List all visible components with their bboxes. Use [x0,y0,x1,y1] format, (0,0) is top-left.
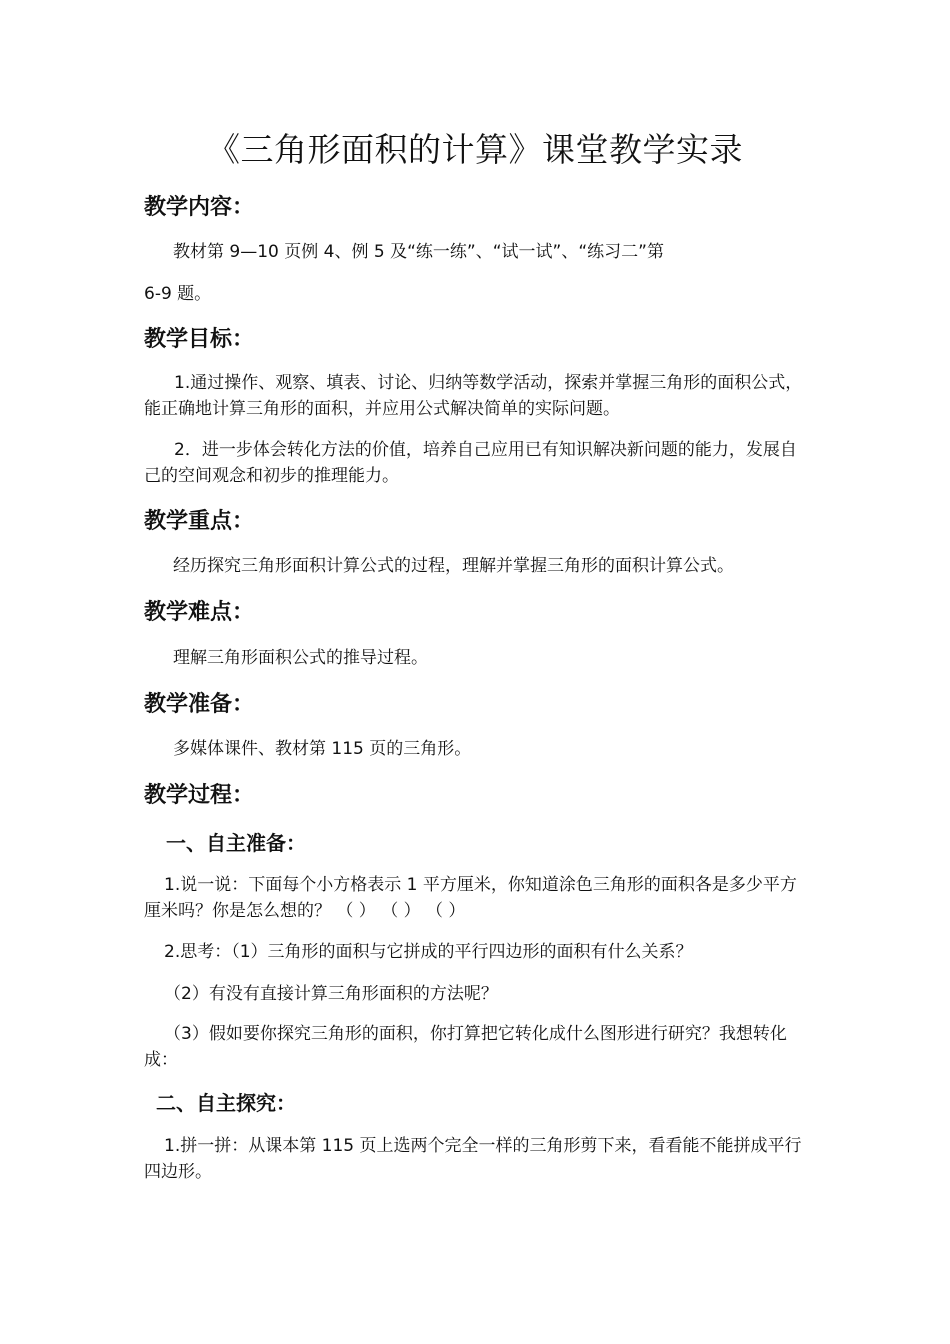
heading-content: 教学内容： [144,195,255,220]
heading-goals: 教学目标： [144,327,255,352]
difficulty-text: 理解三角形面积公式的推导过程。 [173,648,428,668]
content-line-2: 6-9 题。 [144,284,212,304]
prep-question-1: 1.说一说：下面每个小方格表示 1 平方厘米，你知道涂色三角形的面积各是多少平方厘米吗？你是怎么想的？ （ ） （ ） （ ） [144,875,797,921]
heading-process: 教学过程： [144,783,255,808]
goal-item-2: 2．进一步体会转化方法的价值，培养自己应用已有知识解决新问题的能力，发展自己的空间观念和初步的推理能力。 [144,440,797,486]
prep-question-2: 2.思考：（1）三角形的面积与它拼成的平行四边形的面积有什么关系？ [164,942,693,962]
goal-item-1: 1.通过操作、观察、填表、讨论、归纳等数学活动，探索并掌握三角形的面积公式，能正确地计算三角形的面积，并应用公式解决简单的实际问题。 [144,373,803,419]
key-text: 经历探究三角形面积计算公式的过程，理解并掌握三角形的面积计算公式。 [173,556,734,576]
explore-question-1: 1.拼一拼：从课本第 115 页上选两个完全一样的三角形剪下来，看看能不能拼成平行四边形。 [144,1136,802,1182]
content-line-1: 教材第 9—10 页例 4、例 5 及“练一练”、“试一试”、“练习二”第 [173,242,664,262]
prep-question-3: （2）有没有直接计算三角形面积的方法呢？ [164,984,498,1004]
prep-question-4: （3）假如要你探究三角形的面积，你打算把它转化成什么图形进行研究？我想转化成： [144,1024,787,1070]
document-title: 《三角形面积的计算》课堂教学实录 [207,130,743,169]
prep-text: 多媒体课件、教材第 115 页的三角形。 [173,739,472,759]
heading-prep: 教学准备： [144,692,255,717]
heading-key: 教学重点： [144,509,255,534]
heading-difficulty: 教学难点： [144,600,255,625]
subheading-self-prep: 一、自主准备： [166,831,306,855]
subheading-self-explore: 二、自主探究： [156,1091,296,1115]
